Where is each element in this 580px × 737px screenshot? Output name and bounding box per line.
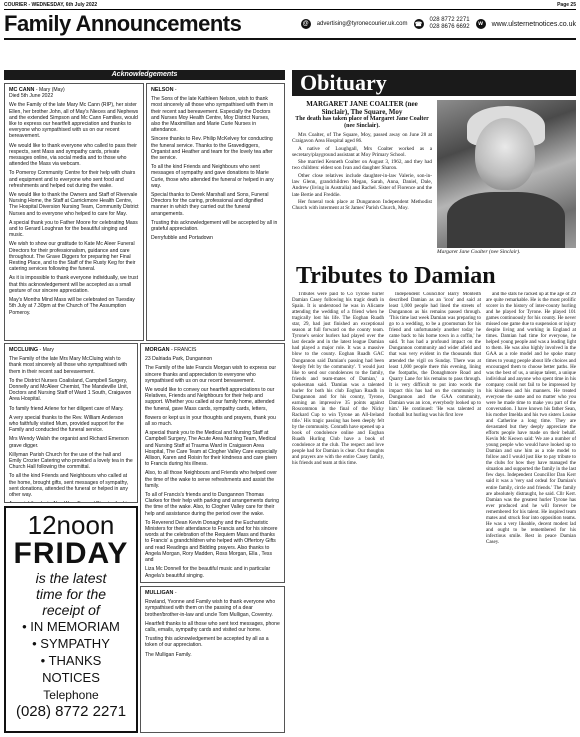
notice-died: Died 5th June 2022 <box>9 93 54 100</box>
notice-name: MC CANN <box>9 87 35 93</box>
notice-paragraph: To all the kind Friends and Neighbours who called at the home, brought gifts, sent messages of sympathy, sent donations, attended the funeral or helped in any other way. <box>9 473 129 499</box>
notice-paragraph: To Reverend Dean Kevin Donaghy and the Eucharistic Ministers for their attendance to Francis and for his sincere words at the celebration of the Requiem Mass and thanks to Francis' a grandchildren who helped with Offertory Gifts and read Readings and Bidding prayers. Also thanks to Angela Morgan, Rory Madden, Ross Morgan, Ella , Tess and <box>145 519 278 564</box>
phone-1[interactable]: 028 8772 2271 <box>429 17 470 23</box>
email-icon: @ <box>301 19 311 29</box>
notice-paragraph: Killyman Parish Church for the use of the hall and Emily Crozier Catering who provided a lovely tea in the Church Hall following the committal. <box>9 451 133 471</box>
notice-mccann <box>4 83 144 341</box>
notice-paragraph: A very special thanks to the Rev. William Anderson who faithfully visited Mum, provided support for the Family and conducted the funeral service. <box>9 414 124 434</box>
notice-name: NELSON <box>151 87 174 93</box>
notice-paragraph: The Sons of the late Kathleen Nelson, wish to thank most sincerely all those who sympathised with them in their recent sad bereavement. Especially the Doctors and Nurses Moy Health Centre, Moy District Nurses, also the Maximillian and Marie Curie Nurses in attendance. <box>151 96 274 134</box>
tribute-column-1 <box>292 292 384 733</box>
photo-caption: Margaret Jane Coalter (nee Sinclair). <box>437 249 521 255</box>
notice-paragraph: The Family of the late Mrs Mary McCluing wish to thank most sincerely all those who sympathised with them in their recent sad bereavement. <box>9 356 128 375</box>
ad-item: NOTICES <box>42 670 100 685</box>
notice-mulligan <box>140 586 285 733</box>
tribute-text: and the stats he racked up at the age of 29 are quite remarkable. He is the most prolific scorer in the history of inter-county hurling and he played for Tyrone. He played 101 games continuously for his county. He never missed one game due to suspension or injury despite living and working in England at times. Damian had time for everyone, he helped young people and was a leading light to them. He was also highly involved in the GAA as a role model and he spoke many times to young people about life choices and encouraged them to choose better paths. He was the best of us, a unique talent, a unique individual and anyone who spent time in his company could not fail to be impressed by his kindness and his manners. He treated everyone the same and no matter who you were he made time to make you part of the conversation. I have known his father Sean, his mother Imelda and his two sisters Louise and Catherine a long time. They are devastated but they deeply appreciate the efforts people have made on their behalf. Kevin Mc Keown said: We are a number of young people who would have looked up to Damian and saw him as a role model to follow and I would just like to pay tribute to the clubs for how they have managed the situation and supported the family in the last few days. Independent Councillor Dan Kerr said it was a 'very sad ordeal for Damian's entire family, circle and friends.' The family are absolutely distraught, he said. Cllr Kerr. Damian was the greatest hurler Tyrone has ever produced and he will forever be remembered for his talent. He inspired team mates and struck fear into opposition teams. He was a very likeable, decent modest lad and ought to be remembered for his infectious smile. Rest in peace Damian Casey. <box>486 292 576 545</box>
tribute-headline: Tributes to Damian <box>296 263 496 289</box>
phone-2[interactable]: 028 8676 6692 <box>429 24 470 30</box>
notice-paragraph <box>145 582 280 583</box>
notice-paragraph: To Pomeroy Community Centre for their help with chairs and equipment and to everyone who sent food and refreshments and helped out during the wake. <box>9 170 136 189</box>
notice-morgan <box>140 343 285 583</box>
notice-nelson <box>146 83 285 341</box>
notice-name: MCCLUING <box>9 347 39 353</box>
notice-paragraph: Mrs Wendy Walsh the organist and Richard Emerson grave digger. <box>9 436 129 449</box>
notice-paragraph: Trusting this acknowledgement will be accepted by all in grateful appreciation. <box>151 219 278 233</box>
notice-paragraph: To all the kind Friends and Neighbours who sent messages of sympathy and gave donations to Marie Curie, those who attended the funeral or helped in any way. <box>151 164 274 189</box>
ad-text: is the latest <box>35 570 107 586</box>
obituary-subhead: The death has taken place of Margaret Jane Coalter (nee Sinclair). <box>295 116 429 129</box>
tribute-text: Independent Councillor Barry Monteith described Damian as an 'icon' and said at least 1,000 people had lined the streets of Dungannon as his remains passed through. 'This time last week Damian was preparing to go to a wedding, to be a groomsman for his friend and unfortunately another today he came back to his home town in a coffin,' he said. 'It has had a profound impact on the Dungannon community and wider afield and that was very evident in the thousands that attended the vigil on Sunday. There was at least 1,000 people there this evening, lining the footpaths, the Donaghmore Road and Quarry Lane for his remains to pass through. It is very difficult to put into words the impact this has had on the community in Dungannon and the GAA community, Damian was an icon, everybody looked up to him.' He continued: 'He was talented at football but hurling was his first love <box>389 292 481 418</box>
notice-paragraph: The Family of the late Francis Morgan wish to express our sincere thanks and appreciation to everyone who sympathised with us on our recent bereavement. <box>145 365 277 384</box>
web-icon: w <box>476 19 486 29</box>
ad-item: • THANKS <box>40 653 102 668</box>
notice-mccluing <box>4 343 138 503</box>
notice-paragraph: We would like to thank the Owners and Staff of Rivervale Nursing Home, the Staff at Carrickmore Health Centre, The Hospital Diversion Nursing Team, Community District Nurses and to everyone who helped to care for May. <box>9 192 139 217</box>
ad-day: FRIDAY <box>13 537 129 570</box>
contact-strip <box>301 17 576 31</box>
email-link[interactable]: advertising@tyronecourier.uk.com <box>316 21 408 27</box>
notice-paragraph: Trusting this acknowledgement be accepted by all as a token of our appreciation. <box>145 636 269 649</box>
notice-subname: - <box>174 87 177 93</box>
notice-paragraph <box>9 501 133 503</box>
obituary-paragraph: She married Kenneth Coalter on August 3, 1962, and they had two children: eldest son Ivan and daughter Sharon. <box>292 159 432 172</box>
notice-paragraph: We wish to show our gratitude to Kate Mc Aleer Funeral Directors for their professionalism, guidance and care throughout. The Grave Diggers for preparing her Final Resting Place, and to the Staff of the Rusty Keg for their catering services following the funeral. <box>9 241 136 273</box>
page-title: Family Announcements <box>4 11 242 36</box>
notice-paragraph: To family friend Arlene for her diligent care of Mary. <box>9 405 124 412</box>
tribute-text: Tributes were paid to Co Tyrone hurler Damian Casey following his tragic death in Spain. It is understood he was in Alicante attending the wedding of a friend when he tragically lost his life. The Eoghan Ruadh star, 29, had just finished an exceptional season at full forward on the county team. Tyrone's senior hurlers had played over the last decade and in the latest league Damian had played a major role. It was a massive blow to the county. Eoghan Ruadh GAC Dungannon said Damian's passing had been 'deeply felt by the community'. 'I would just like to send our condolences to the family, friends and team-mates of Damian,' a spokesman said. 'Damian was a talented hurler for both his club Eoghan Ruadh in Dungannon and for his county, Tyrone, earning an impressive 35 points against Roscommon in the final of the Nicky Rackard Cup to win Tyrone an All-Ireland title.' His tragic passing has been deeply felt by the community. Conradh have opened up a book of condolence online and Eoghan Ruadh Hurling Club have a book of condolence at the club. The respect and love people had for Damian is clear. Our thoughts and prayers are with the entire Casey family, his friends and team at this time. <box>292 292 384 467</box>
notice-paragraph: The Mulligan Family. <box>145 651 192 658</box>
notice-subname: - Mary (May) <box>35 87 65 93</box>
notice-paragraph: May's Months Mind Mass will be celebrated on Tuesday 5th July at 7.30pm at the Church of The Assumption Pomeroy. <box>9 297 135 316</box>
deadline-advert <box>4 506 138 733</box>
obituary-name: MARGARET JANE COALTER (nee Sinclair), The Square, Moy <box>306 100 418 116</box>
notice-paragraph: A special thank you to Father Moore for celebrating Mass and to Gerard Loughran for the beautiful singing and music. <box>9 219 138 239</box>
phone-numbers <box>430 17 470 31</box>
notice-paragraph: Heartfelt thanks to all those who sent text messages, phone calls, emails, sympathy cards and visited our home. <box>145 620 280 634</box>
notice-paragraph: We the Family of the late Mary Mc Cann (RIP), her sister Ellen, her brother John, all of May's Nieces and Nephews and the extended Simpson and Mc Cann Families, would like to express our heartfelt appreciation and thanks to everyone who sympathised with us on our recent bereavement. <box>9 102 139 140</box>
notice-paragraph: To the District Nurses Coalisland, Campbell Surgery, Donnelly and McAleer Chemist, The Mandeville Unit, Doctors and Nursing Staff of Ward 1 South, Craigavon Area Hospital. <box>9 377 132 403</box>
page-number: Page 25 <box>557 2 576 8</box>
obituary-body <box>292 100 432 258</box>
notice-paragraph: To all of Francis's friends and to Dungannon Thomas Clarkes for their help with parking and arrangements during the time of the wake. Also, to Clogher Valley care for their help and assistance during the period over the wake. <box>145 492 279 517</box>
notice-name: MORGAN <box>145 347 170 353</box>
notice-paragraph: Liza Mc Donnell for the beautiful music and in particular Angela's beautiful singing. <box>145 566 271 579</box>
notice-paragraph: Derryfubble and Portadown <box>151 235 214 242</box>
ad-telephone-number[interactable]: (028) 8772 2271 <box>15 703 127 720</box>
obituary-paragraph: A native of Loughgall, Mrs Coalter worked as a secretary/playground assistant at Moy Primary School. <box>292 145 432 158</box>
obituary-header: Obituary <box>292 70 576 96</box>
masthead <box>4 11 576 37</box>
obituary-paragraph: Her funeral took place at Dungannon Independent Methodist Church with interment at St James' Parish Church, Moy. <box>292 198 432 212</box>
notice-address: 23 Dalriada Park, Dungannon <box>145 356 213 363</box>
notice-paragraph: flowers or kept us in your thoughts and prayers, thank you all so much. <box>145 414 276 428</box>
acknowledgements-header-left: Acknowledgements <box>4 70 285 80</box>
ad-telephone-label: Telephone <box>43 688 99 702</box>
notice-paragraph: We would like to thank everyone who called to pass their respects, sent Mass and sympathy cards, private messages online, via social media and to those who attended the Mass via webcam. <box>9 142 137 168</box>
paper-dateline: COURIER - WEDNESDAY, 6th July 2022 <box>4 2 98 8</box>
notice-subname: - FRANCIS <box>170 347 197 353</box>
notice-subname: - Mary <box>39 347 54 353</box>
ad-time: 12noon <box>27 510 115 540</box>
notice-name: MULLIGAN <box>145 590 174 596</box>
ad-text: time for the <box>35 586 107 602</box>
obituary-paragraph: Mrs Coalter, of The Square, Moy, passed away on June 28 at Craigavon Area Hospital aged 86. <box>292 132 432 145</box>
ad-item: • IN MEMORIAM <box>22 619 120 634</box>
website-link[interactable]: www.ulsternetnotices.co.uk <box>491 20 576 28</box>
notice-paragraph: Special thanks to Derek Marshall and Sons, Funeral Directors for the caring, professional and dignified manner in which they carried out the funeral arrangements. <box>151 192 269 217</box>
notice-subname: - <box>174 590 177 596</box>
ad-item: • SYMPATHY <box>32 636 110 651</box>
notice-paragraph: As it is impossible to thank everyone individually, we trust that this acknowledgement will be accepted as a small gesture of our sincere appreciation. <box>9 275 139 294</box>
masthead-rule <box>4 38 576 40</box>
tribute-column-3 <box>486 292 576 733</box>
obituary-paragraph: Other close relatives include daughter-in-law Valerie, son-in-law Glenn, grandchildren Megan, Sarah, Anna, Daniel, Dale, Andrew (living in Australia) and Rachel. Sister of Florence and the late Bertie and Freddie. <box>292 172 432 198</box>
ad-text: receipt of <box>42 602 100 618</box>
top-rule <box>4 9 576 10</box>
notice-paragraph: A special thank you to the Medical and Nursing Staff at Campbell Surgery, The Acute Area Nursing Team, Medical and Nursing Staff at Trauma Ward in Craigavon Area Hospital, The Care Team at Clogher Valley Care especially Allison, Karen and Roisin for their kindness and care given to Francis during his illness. <box>145 430 278 468</box>
obituary-photo <box>437 100 576 248</box>
notice-paragraph: Rowland, Yvonne and Family wish to thank everyone who sympathised with them on the passing of a dear brother/brother-in-law and uncle Tom Mulligan, Coventry. <box>145 599 276 618</box>
notice-paragraph: We would like to convey our heartfelt appreciations to our Relatives, Friends and Neighbours for their help and support. Whether you called at our family home, attended the funeral, gave Mass cards, sympathy cards, letters, <box>145 387 275 412</box>
notice-paragraph: Sincere thanks to Rev. Philip McKelvey for conducting the funeral service. Thanks to the Gravediggers, Organist and Heather and team for the lovely tea after the service. <box>151 136 273 162</box>
tribute-column-2 <box>389 292 481 733</box>
phone-icon: ☎ <box>414 19 424 29</box>
notice-paragraph: Also, to all those Neighbours and Friends who helped over the time of the wake to serve refreshments and assist the family. <box>145 470 277 489</box>
